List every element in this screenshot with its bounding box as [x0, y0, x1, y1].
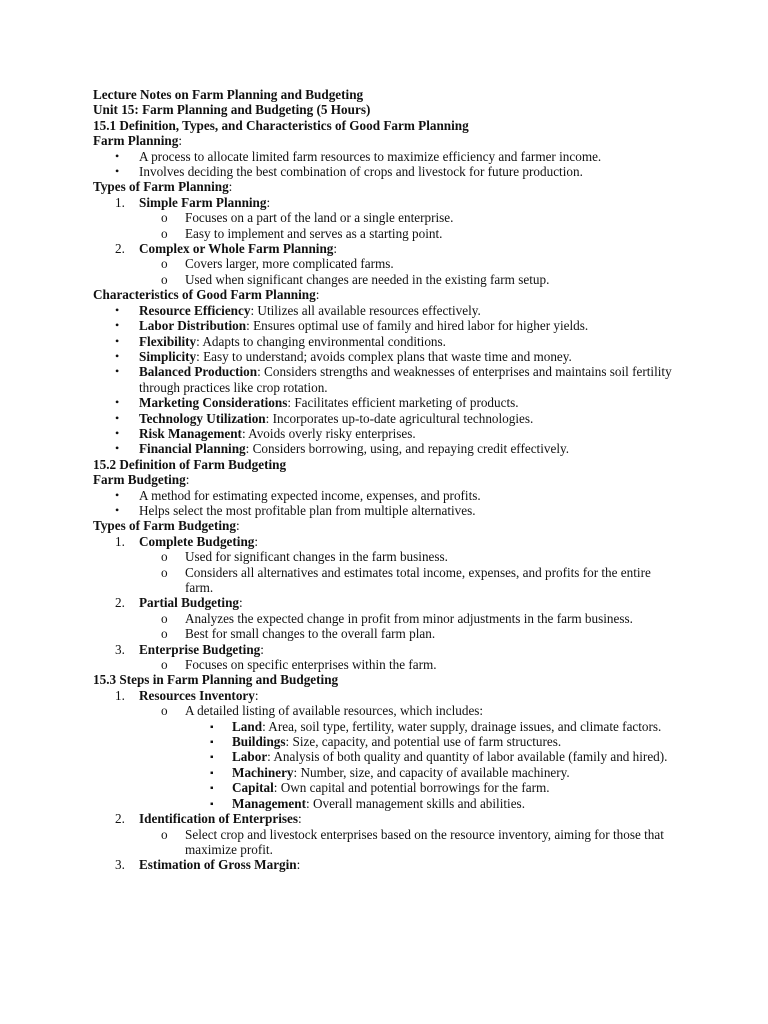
section-heading: 15.2 Definition of Farm Budgeting	[93, 456, 287, 472]
list-item: • Risk Management: Avoids overly risky enterprises.	[115, 425, 416, 441]
square-marker: ▪	[210, 767, 214, 779]
section-heading: 15.1 Definition, Types, and Characteristics of Good Farm Planning	[93, 117, 469, 133]
square-marker: ▪	[210, 752, 214, 764]
square-marker: ▪	[210, 783, 214, 795]
bullet-marker: •	[115, 502, 120, 517]
number-marker: 3.	[115, 857, 125, 873]
document-title: Lecture Notes on Farm Planning and Budgeting	[93, 87, 364, 102]
subheading-label: Characteristics of Good Farm Planning	[93, 287, 316, 303]
subheading-label: Types of Farm Planning	[93, 179, 229, 195]
sub-item: o Select crop and livestock enterprises based on the resource inventory, aiming for those that maximize profit.	[161, 826, 664, 857]
number-marker: 1.	[115, 533, 125, 549]
bullet-marker: •	[115, 318, 120, 333]
unit-heading: Unit 15: Farm Planning and Budgeting (5 Hours)	[93, 102, 371, 118]
sub-item: o Used for significant changes in the farm business.	[161, 549, 448, 565]
circle-marker: o	[161, 703, 168, 719]
sub-item: o Best for small changes to the overall farm plan.	[161, 626, 436, 642]
number-marker: 1.	[115, 687, 125, 703]
numbered-item: 3. Estimation of Gross Margin:	[115, 857, 301, 873]
sub-item: o A detailed listing of available resources, which includes:	[161, 703, 484, 719]
bullet-marker: •	[115, 425, 120, 440]
square-marker: ▪	[210, 798, 214, 810]
list-item: • Involves deciding the best combination of crops and livestock for future production.	[115, 164, 583, 180]
sub-item: o Used when significant changes are needed in the existing farm setup.	[161, 271, 550, 287]
list-item: • Flexibility: Adapts to changing environmental conditions.	[115, 333, 446, 349]
number-marker: 3.	[115, 641, 125, 657]
numbered-item: 2. Partial Budgeting:	[115, 595, 243, 611]
circle-marker: o	[161, 549, 168, 565]
subheading: Farm Planning:	[93, 133, 183, 149]
bullet-marker: •	[115, 164, 120, 179]
sub-item: o Covers larger, more complicated farms.	[161, 256, 394, 272]
subheading: Types of Farm Budgeting:	[93, 518, 240, 534]
list-item: • Simplicity: Easy to understand; avoids complex plans that waste time and money.	[115, 348, 572, 364]
circle-marker: o	[161, 256, 168, 272]
numbered-item: 2. Complex or Whole Farm Planning:	[115, 241, 338, 257]
subheading-label: Farm Planning	[93, 133, 179, 149]
bullet-marker: •	[115, 441, 120, 456]
list-item: • Labor Distribution: Ensures optimal use of family and hired labor for higher yields.	[115, 318, 589, 334]
lecture-notes-content	[93, 87, 678, 873]
square-item: ▪ Land: Area, soil type, fertility, water supply, drainage issues, and climate factors.	[210, 718, 662, 734]
numbered-item: 1. Complete Budgeting:	[115, 533, 259, 549]
sub-item: o Focuses on specific enterprises within the farm.	[161, 657, 437, 673]
circle-marker: o	[161, 271, 168, 287]
circle-marker: o	[161, 657, 168, 673]
list-item: • A method for estimating expected income, expenses, and profits.	[115, 487, 481, 503]
bullet-marker: •	[115, 302, 120, 317]
section-heading: 15.3 Steps in Farm Planning and Budgeting	[93, 672, 339, 688]
subheading-label: Types of Farm Budgeting	[93, 518, 236, 534]
square-item: ▪ Machinery: Number, size, and capacity of available machinery.	[210, 764, 570, 780]
bullet-marker: •	[115, 364, 120, 379]
sub-item: o Easy to implement and serves as a starting point.	[161, 225, 443, 241]
circle-marker: o	[161, 225, 168, 241]
bullet-marker: •	[115, 333, 120, 348]
bullet-marker: •	[115, 148, 120, 163]
list-item: • Helps select the most profitable plan from multiple alternatives.	[115, 502, 476, 518]
list-item: • Balanced Production: Considers strengths and weaknesses of enterprises and maintains soil fertility through practices like crop rotation.	[115, 364, 672, 395]
bullet-marker: •	[115, 348, 120, 363]
numbered-item: 3. Enterprise Budgeting:	[115, 641, 264, 657]
list-item: • Resource Efficiency: Utilizes all available resources effectively.	[115, 302, 481, 318]
list-item: • Technology Utilization: Incorporates up-to-date agricultural technologies.	[115, 410, 534, 426]
numbered-item: 2. Identification of Enterprises:	[115, 811, 302, 827]
number-marker: 2.	[115, 595, 125, 611]
bullet-marker: •	[115, 487, 120, 502]
circle-marker: o	[161, 826, 168, 842]
circle-marker: o	[161, 564, 168, 580]
list-item: • Marketing Considerations: Facilitates efficient marketing of products.	[115, 395, 519, 411]
square-item: ▪ Labor: Analysis of both quality and quantity of labor available (family and hired).	[210, 749, 668, 765]
numbered-item: 1. Simple Farm Planning:	[115, 194, 271, 210]
square-item: ▪ Capital: Own capital and potential borrowings for the farm.	[210, 780, 550, 796]
square-item: ▪ Buildings: Size, capacity, and potential use of farm structures.	[210, 734, 562, 750]
number-marker: 1.	[115, 194, 125, 210]
square-marker: ▪	[210, 737, 214, 749]
circle-marker: o	[161, 626, 168, 642]
subheading: Characteristics of Good Farm Planning:	[93, 287, 320, 303]
list-item: • A process to allocate limited farm resources to maximize efficiency and farmer income.	[115, 148, 602, 164]
subheading: Types of Farm Planning:	[93, 179, 233, 195]
list-item: • Financial Planning: Considers borrowing, using, and repaying credit effectively.	[115, 441, 570, 457]
number-marker: 2.	[115, 241, 125, 257]
subheading: Farm Budgeting:	[93, 472, 190, 488]
square-item: ▪ Management: Overall management skills and abilities.	[210, 795, 525, 811]
sub-item: o Considers all alternatives and estimates total income, expenses, and profits for the entire farm.	[161, 564, 651, 595]
bullet-marker: •	[115, 395, 120, 410]
numbered-item: 1. Resources Inventory:	[115, 687, 259, 703]
sub-item: o Analyzes the expected change in profit from minor adjustments in the farm business.	[161, 610, 633, 626]
number-marker: 2.	[115, 811, 125, 827]
subheading-label: Farm Budgeting	[93, 472, 186, 488]
sub-item: o Focuses on a part of the land or a single enterprise.	[161, 210, 454, 226]
square-marker: ▪	[210, 721, 214, 733]
circle-marker: o	[161, 210, 168, 226]
bullet-marker: •	[115, 410, 120, 425]
circle-marker: o	[161, 610, 168, 626]
